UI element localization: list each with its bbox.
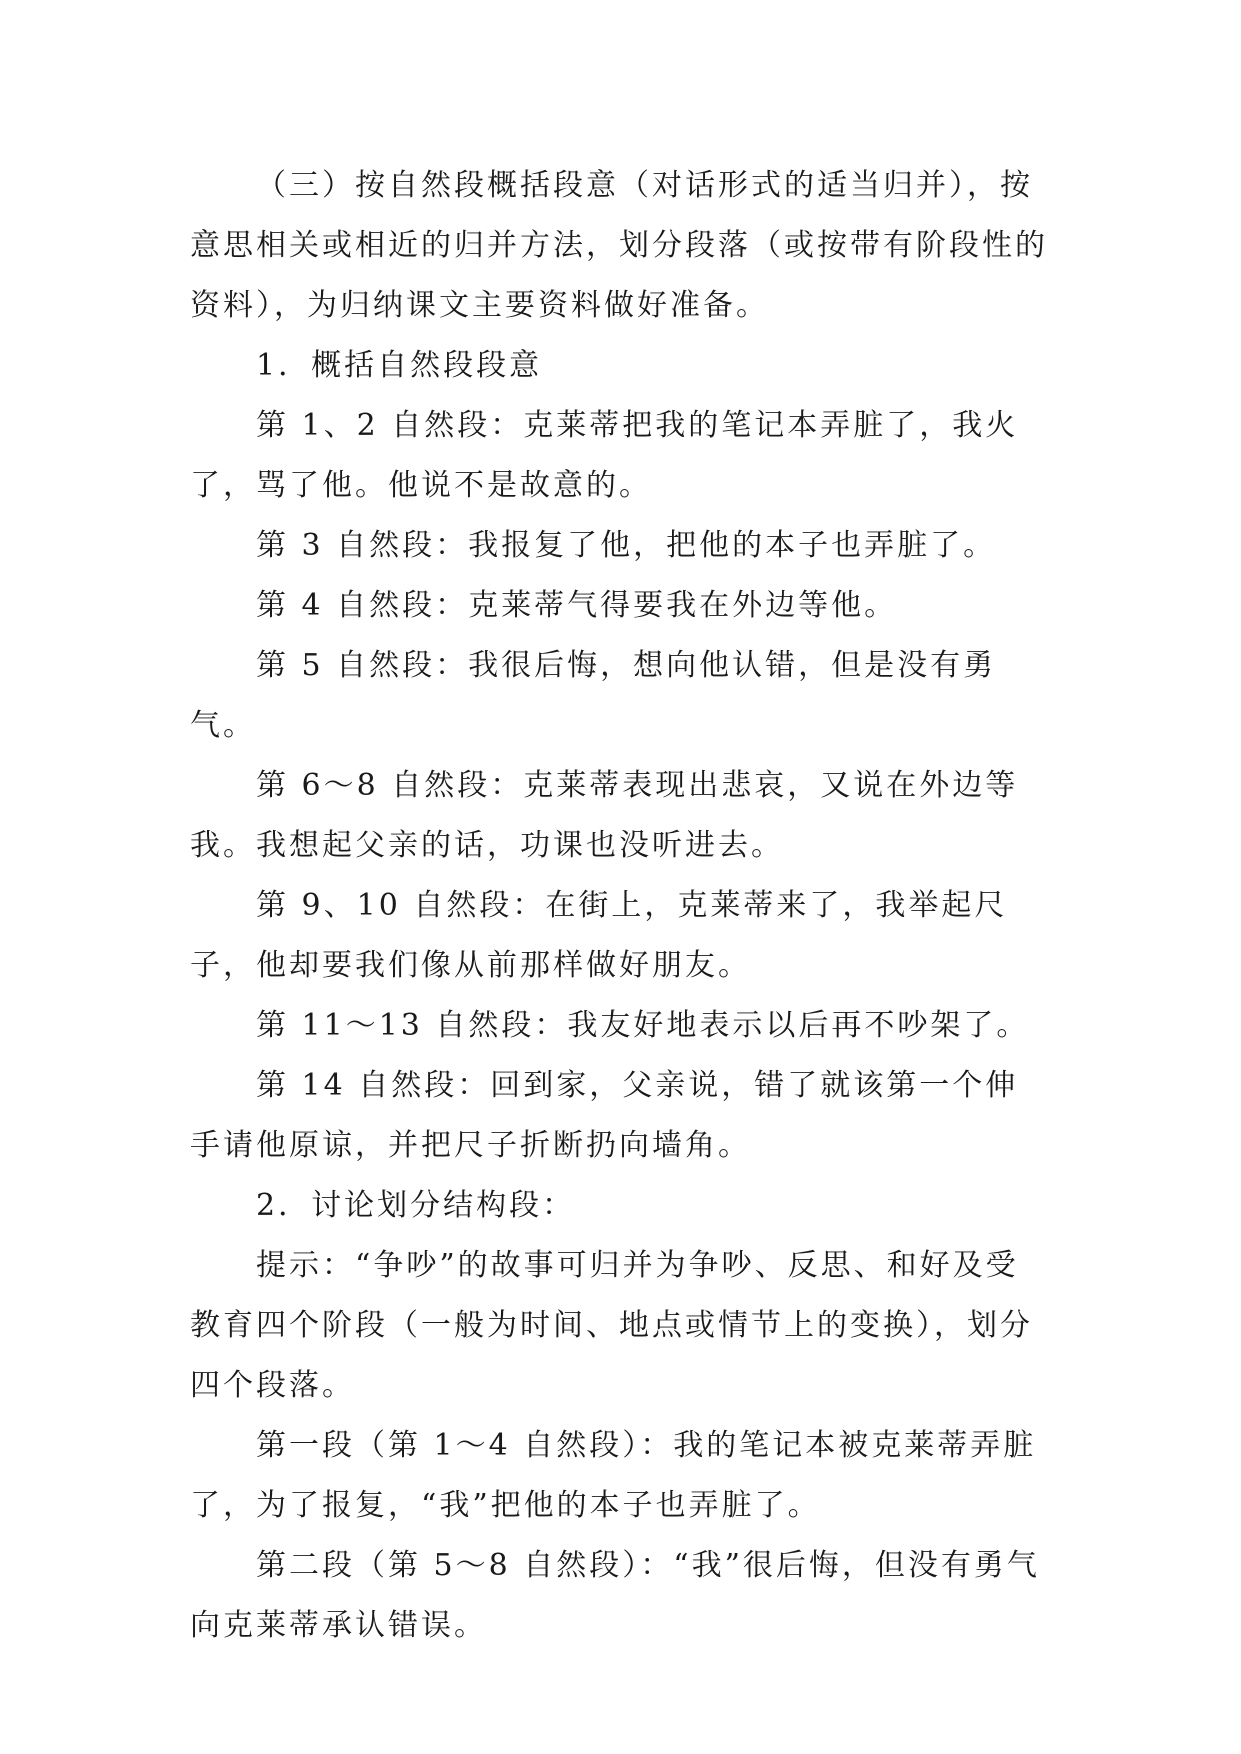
paragraph-natural-4: 第 4 自然段：克莱蒂气得要我在外边等他。 [256,588,898,623]
paragraph-natural-5: 第 5 自然段：我很后悔，想向他认错，但是没有勇气。 [190,648,997,743]
paragraph-natural-3: 第 3 自然段：我报复了他，把他的本子也弄脏了。 [256,528,997,563]
paragraph-section-1: 第一段（第 1～4 自然段）：我的笔记本被克莱蒂弄脏了，为了报复，“我”把他的本子也弄脏了。 [190,1428,1037,1523]
paragraph-natural-9-10: 第 9、10 自然段：在街上，克莱蒂来了，我举起尺子，他却要我们像从前那样做好朋友。 [190,888,1008,983]
paragraph-natural-6-8: 第 6～8 自然段：克莱蒂表现出悲哀，又说在外边等我。我想起父亲的话，功课也没听进去。 [190,768,1019,863]
paragraph-intro: （三）按自然段概括段意（对话形式的适当归并），按意思相关或相近的归并方法，划分段落（或按带有阶段性的资料），为归纳课文主要资料做好准备。 [190,168,1048,323]
paragraph-natural-14: 第 14 自然段：回到家，父亲说，错了就该第一个伸手请他原谅，并把尺子折断扔向墙角。 [190,1068,1019,1163]
paragraph-natural-11-13: 第 11～13 自然段：我友好地表示以后再不吵架了。 [256,1008,1030,1043]
paragraph-section-2: 第二段（第 5～8 自然段）：“我”很后悔，但没有勇气向克莱蒂承认错误。 [190,1548,1040,1643]
paragraph-hint: 提示：“争吵”的故事可归并为争吵、反思、和好及受教育四个阶段（一般为时间、地点或情节上的变换），划分四个段落。 [190,1248,1033,1403]
section-heading-2: 2．讨论划分结构段： [256,1188,576,1223]
paragraph-natural-1-2: 第 1、2 自然段：克莱蒂把我的笔记本弄脏了，我火了，骂了他。他说不是故意的。 [190,408,1019,503]
section-heading-1: 1．概括自然段段意 [256,348,543,383]
document-body [190,156,1050,1656]
